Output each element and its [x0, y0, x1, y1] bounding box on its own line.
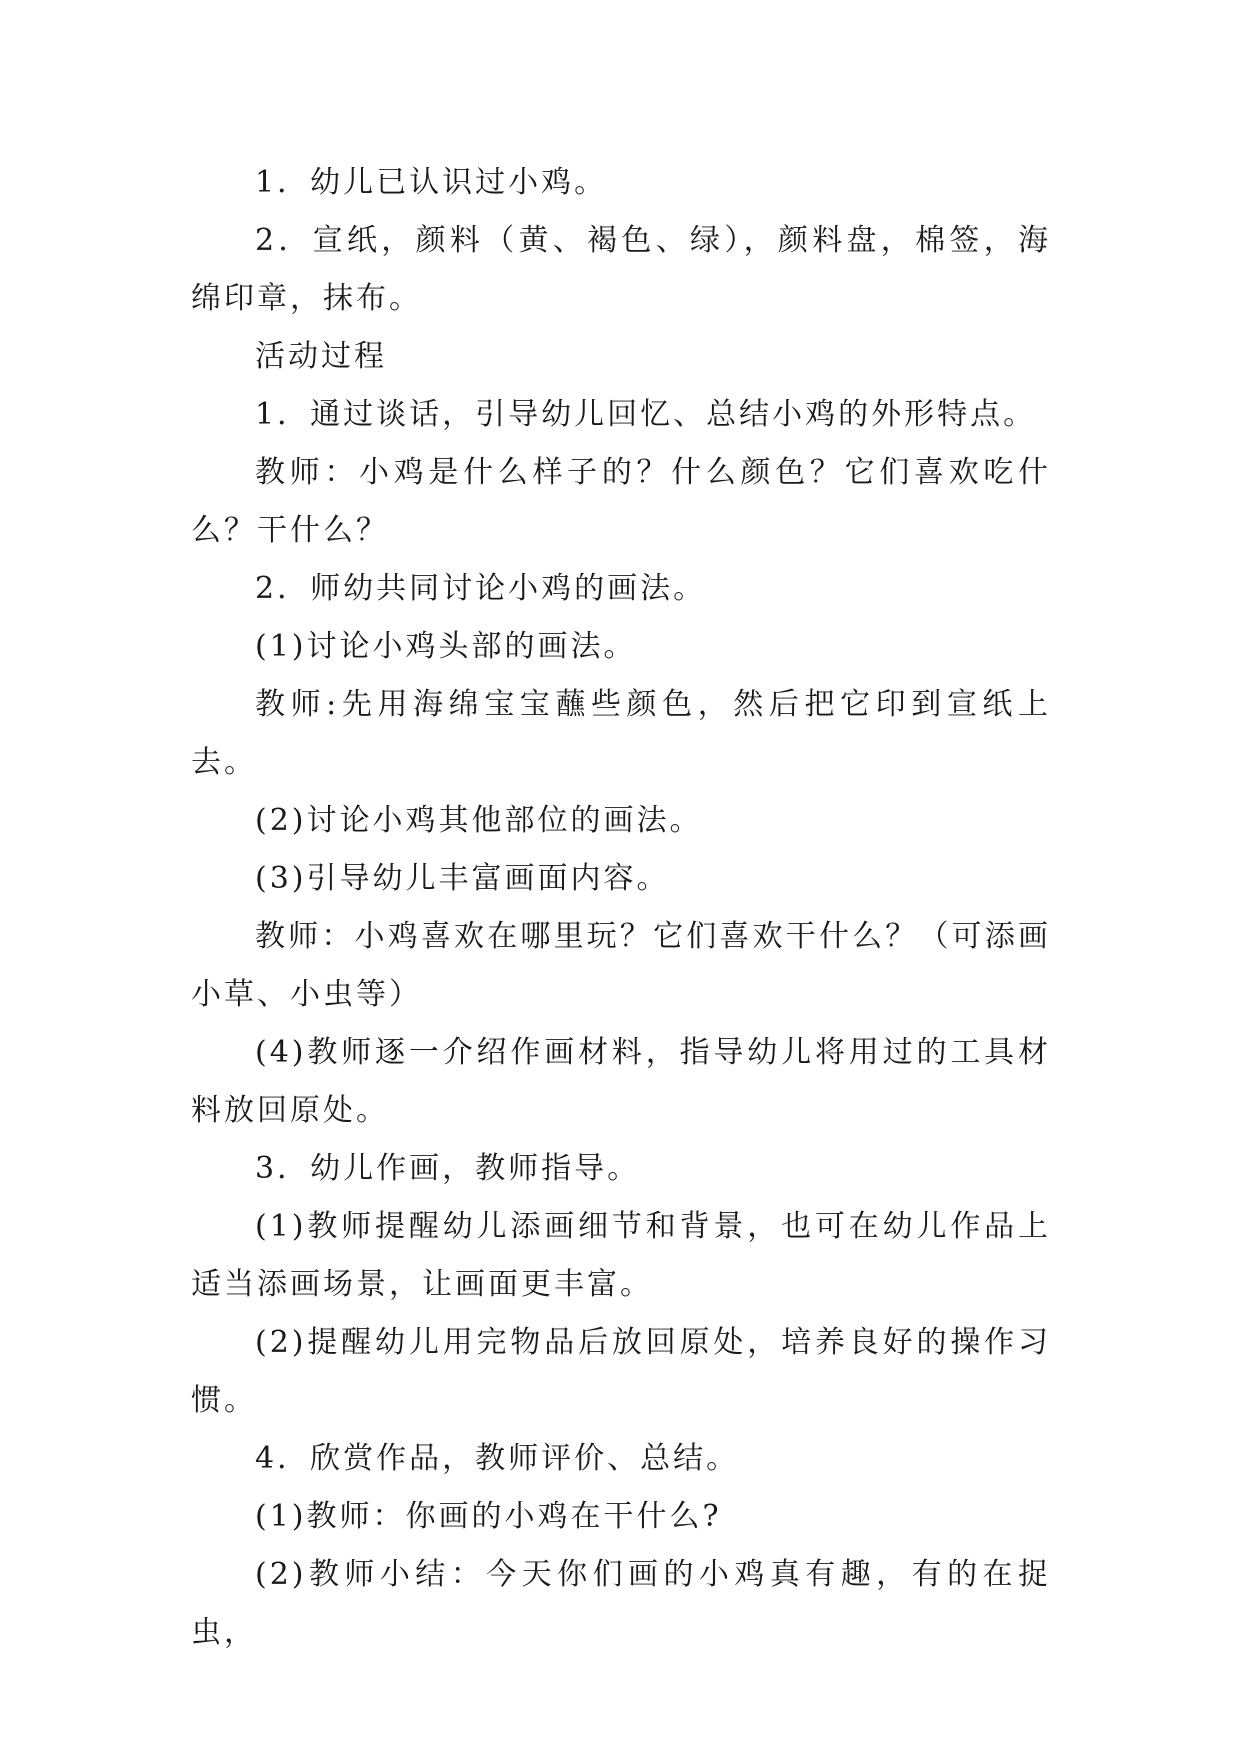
paragraph-step-3-sub-2: (2)提醒幼儿用完物品后放回原处，培养良好的操作习惯。	[191, 1325, 1051, 1418]
paragraph-preparation-1: 1．幼儿已认识过小鸡。	[255, 165, 608, 200]
paragraph-teacher-question-1: 教师：小鸡是什么样子的？什么颜色？它们喜欢吃什么？干什么？	[191, 455, 1051, 548]
paragraph-teacher-question-2: 教师：小鸡喜欢在哪里玩？它们喜欢干什么？（可添画小草、小虫等）	[191, 919, 1051, 1012]
paragraph-step-4: 4．欣赏作品，教师评价、总结。	[255, 1441, 740, 1476]
section-heading-activity-process: 活动过程	[255, 339, 387, 374]
paragraph-preparation-2: 2．宣纸，颜料（黄、褐色、绿），颜料盘，棉签，海绵印章，抹布。	[191, 223, 1051, 316]
paragraph-step-2-sub-4: (4)教师逐一介绍作画材料，指导幼儿将用过的工具材料放回原处。	[191, 1035, 1051, 1128]
paragraph-step-2: 2．师幼共同讨论小鸡的画法。	[255, 571, 707, 606]
paragraph-step-2-sub-1: (1)讨论小鸡头部的画法。	[255, 629, 637, 664]
paragraph-step-2-sub-2: (2)讨论小鸡其他部位的画法。	[255, 803, 703, 838]
paragraph-step-2-sub-3: (3)引导幼儿丰富画面内容。	[255, 861, 670, 896]
paragraph-teacher-instruction-1: 教师:先用海绵宝宝蘸些颜色，然后把它印到宣纸上去。	[191, 687, 1051, 780]
paragraph-step-3: 3．幼儿作画，教师指导。	[255, 1151, 641, 1186]
paragraph-step-4-sub-1: (1)教师：你画的小鸡在干什么?	[255, 1499, 722, 1534]
paragraph-step-1: 1．通过谈话，引导幼儿回忆、总结小鸡的外形特点。	[255, 397, 1037, 432]
document-body	[191, 154, 1051, 1662]
paragraph-step-4-sub-2: (2)教师小结：今天你们画的小鸡真有趣，有的在捉虫，	[191, 1557, 1051, 1650]
paragraph-step-3-sub-1: (1)教师提醒幼儿添画细节和背景，也可在幼儿作品上适当添画场景，让画面更丰富。	[191, 1209, 1051, 1302]
